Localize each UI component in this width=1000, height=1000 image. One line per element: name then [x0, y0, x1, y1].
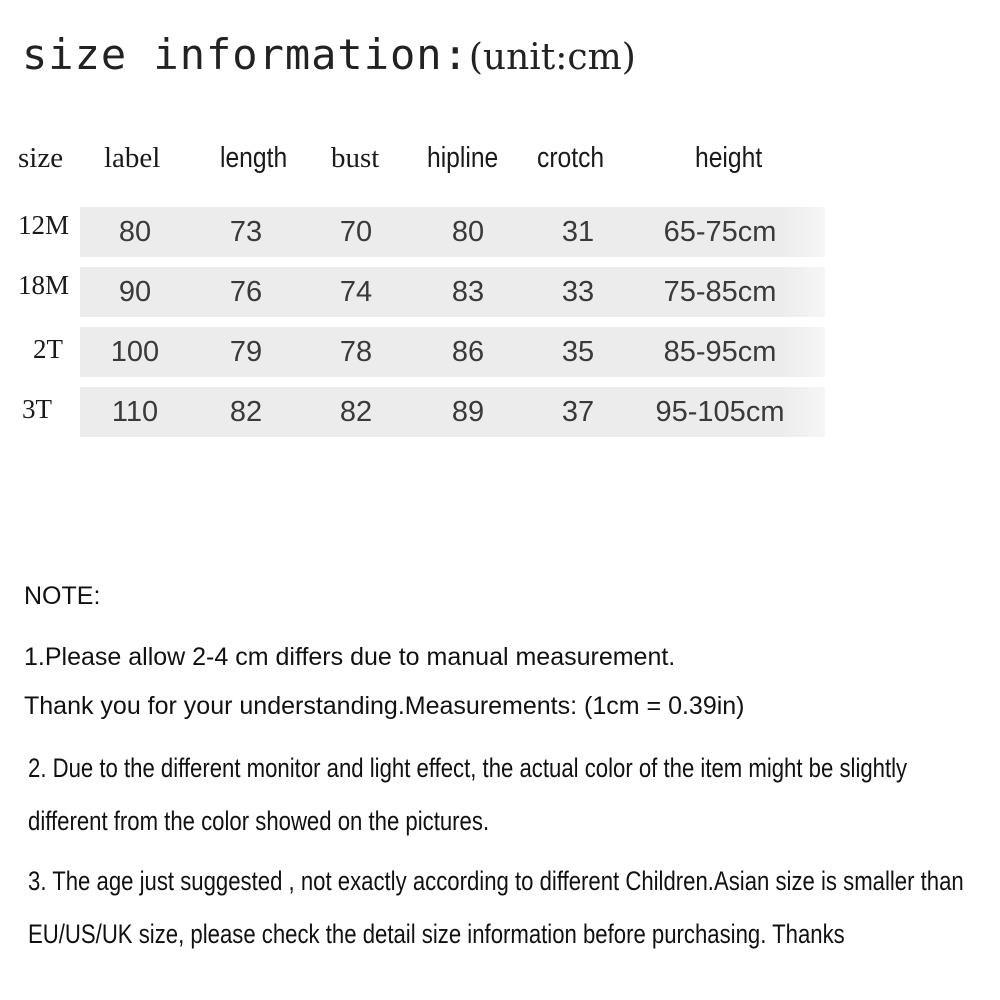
title-unit: (unit:cm)	[468, 37, 636, 78]
header-bust: bust	[331, 142, 380, 174]
row-size-12m: 12M	[18, 210, 70, 240]
cell-hipline: 83	[451, 276, 485, 308]
note-line-5: 3. The age just suggested , not exactly according to different Children.Asian size is smaller than	[28, 866, 964, 896]
cell-length: 76	[229, 276, 263, 308]
table-row	[80, 267, 825, 317]
cell-crotch: 37	[561, 396, 595, 428]
cell-length: 79	[229, 336, 263, 368]
cell-height: 85-95cm	[663, 336, 777, 368]
cell-crotch: 33	[561, 276, 595, 308]
cell-height: 65-75cm	[663, 216, 777, 248]
cell-bust: 78	[339, 336, 373, 368]
header-crotch: crotch	[537, 142, 605, 174]
cell-hipline: 89	[451, 396, 485, 428]
cell-label: 100	[110, 336, 160, 368]
cell-bust: 70	[339, 216, 373, 248]
header-hipline: hipline	[427, 142, 499, 174]
cell-hipline: 86	[451, 336, 485, 368]
cell-crotch: 35	[561, 336, 595, 368]
note-heading: NOTE:	[24, 582, 101, 610]
table-row	[80, 207, 825, 257]
cell-label: 90	[118, 276, 152, 308]
cell-bust: 74	[339, 276, 373, 308]
cell-label: 110	[111, 396, 159, 428]
cell-label: 80	[118, 216, 152, 248]
header-length: length	[220, 142, 288, 174]
row-size-18m: 18M	[18, 270, 70, 300]
cell-length: 82	[229, 396, 263, 428]
note-line-2: Thank you for your understanding.Measurements: (1cm = 0.39in)	[24, 692, 745, 720]
note-line-4: different from the color showed on the pictures.	[28, 806, 490, 836]
note-line-3: 2. Due to the different monitor and light effect, the actual color of the item might be slightly	[28, 753, 908, 783]
cell-crotch: 31	[561, 216, 595, 248]
header-height: height	[695, 142, 763, 174]
row-size-2t: 2T	[33, 334, 63, 364]
cell-height: 95-105cm	[655, 396, 785, 428]
cell-length: 73	[229, 216, 263, 248]
title-main: size information:	[22, 30, 469, 79]
row-size-3t: 3T	[22, 394, 52, 424]
header-label: label	[104, 142, 161, 174]
header-size: size	[18, 142, 64, 174]
table-row	[80, 327, 825, 377]
note-line-1: 1.Please allow 2-4 cm differs due to manual measurement.	[24, 643, 676, 671]
note-line-6: EU/US/UK size, please check the detail size information before purchasing. Thanks	[28, 919, 845, 949]
cell-height: 75-85cm	[663, 276, 777, 308]
cell-hipline: 80	[451, 216, 485, 248]
cell-bust: 82	[339, 396, 373, 428]
table-row	[80, 387, 825, 437]
page-title	[22, 30, 636, 79]
